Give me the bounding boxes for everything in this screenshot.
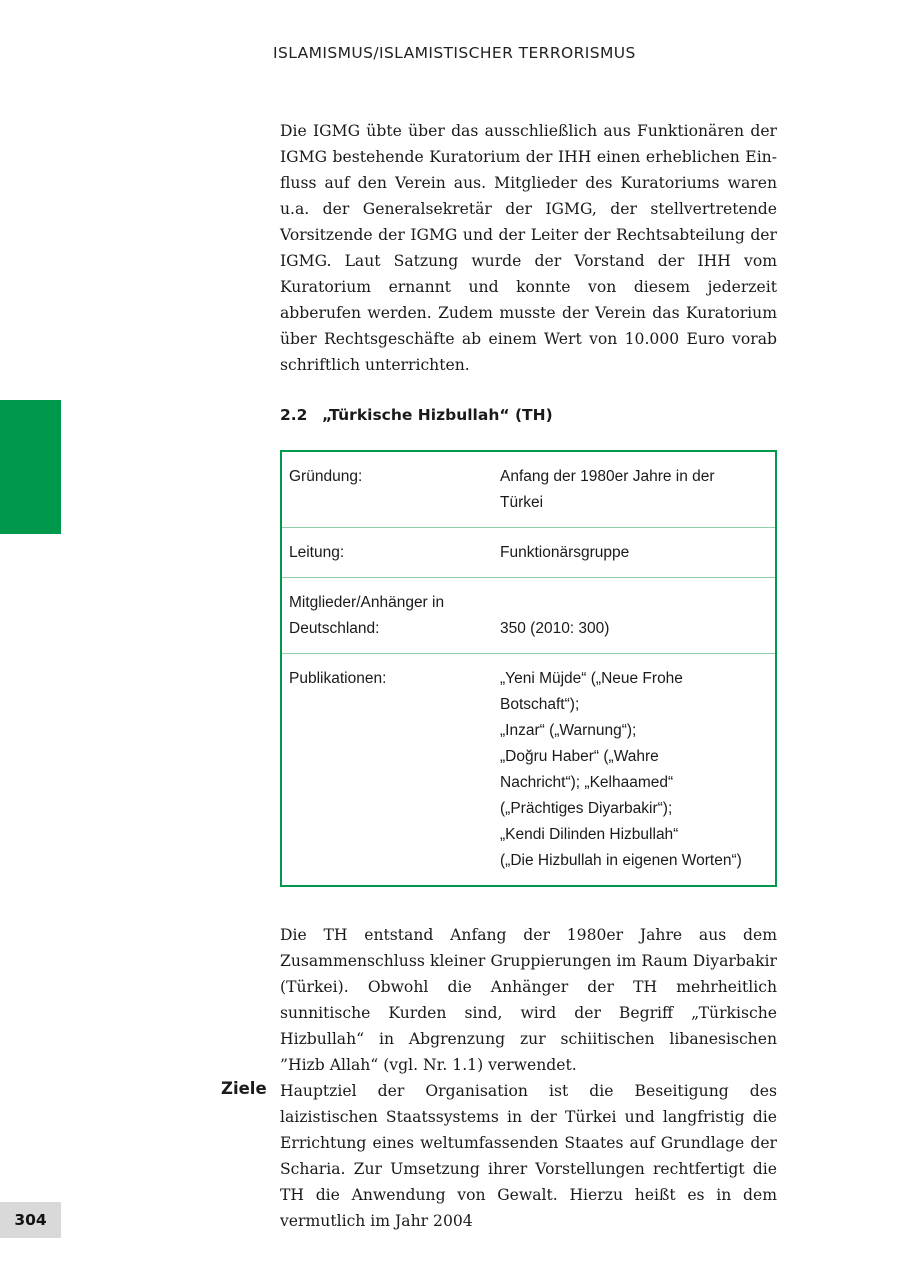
fact-label: Mitglieder/Anhänger in Deutschland: <box>289 594 445 637</box>
fact-value: „Yeni Müjde“ („Neue Frohe Botschaft“); „Inzar“ („Warnung“); „Doğru Haber“ („Wahre Nachricht“); „Kelhaamed“ („Prächtiges Diyarbakir“); „Kendi Dilinden Hizbullah“ („Die Hizbullah in eigenen Worten“) <box>500 670 742 869</box>
fact-row-publications <box>282 653 775 885</box>
body-paragraph-origin: Die TH entstand Anfang der 1980er Jahre aus dem Zusammenschluss kleiner Gruppierungen im Raum Diyarbakir (Türkei). Obwohl die Anhänger der TH mehrheitlich sunnitische Kurden sind, wird der Begriff „Türkische Hizbullah“ in Abgrenzung zur schiitischen libanesischen ”Hizb Allah“ (vgl. Nr. 1.1) verwendet. <box>280 926 777 1074</box>
fact-value: Anfang der 1980er Jahre in der Türkei <box>500 468 715 511</box>
fact-value: 350 (2010: 300) <box>500 620 610 637</box>
body-paragraph-goals: Hauptziel der Organisation ist die Beseitigung des laizistischen Staatssystems in der Türkei und langfristig die Errichtung eines weltumfassenden Staates auf Grundlage der Scharia. Zur Umsetzung ihrer Vorstellungen rechtfertigt die TH die Anwendung von Gewalt. Hierzu heißt es in dem vermutlich im Jahr 2004 <box>280 1082 777 1230</box>
fact-row-members <box>282 577 775 653</box>
section-number: 2.2 <box>280 406 308 424</box>
body-paragraph-igmg: Die IGMG übte über das ausschließlich aus Funktionären der IGMG bestehende Kuratorium der IHH einen erheblichen Einfluss auf den Verein aus. Mitglieder des Kuratoriums waren u.a. der Generalsekretär der IGMG, der stellvertretende Vorsitzende der IGMG und der Leiter der Rechtsabteilung der IGMG. Laut Satzung wurde der Vorstand der IHH vom Kuratorium ernannt und konnte von diesem jederzeit abberufen werden. Zudem musste der Verein das Kuratorium über Rechtsgeschäfte ab einem Wert von 10.000 Euro vorab schriftlich unterrichten. <box>280 122 777 374</box>
fact-value: Funktionärsgruppe <box>500 544 630 561</box>
fact-label: Leitung: <box>289 544 345 561</box>
section-heading <box>280 406 553 424</box>
running-header: ISLAMISMUS/ISLAMISTISCHER TERRORISMUS <box>273 44 636 62</box>
fact-row-founding <box>282 452 775 527</box>
page-number: 304 <box>0 1202 61 1238</box>
fact-label: Publikationen: <box>289 670 387 687</box>
fact-table <box>280 450 777 887</box>
section-title: „Türkische Hizbullah“ (TH) <box>322 406 553 424</box>
chapter-marker-bar <box>0 400 61 534</box>
fact-label: Gründung: <box>289 468 363 485</box>
margin-keyword: Ziele <box>221 1079 267 1098</box>
fact-row-leadership <box>282 527 775 577</box>
